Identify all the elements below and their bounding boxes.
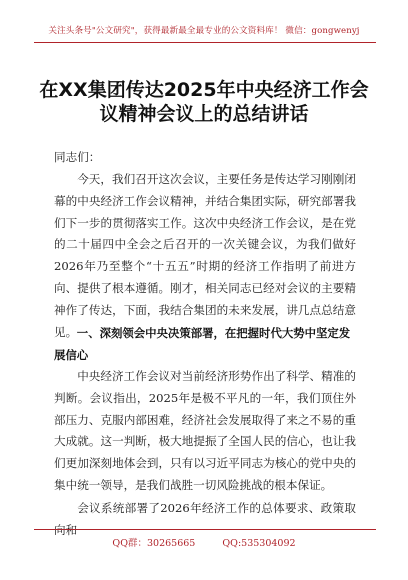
paragraph-1: 今天，我们召开这次会议，主要任务是传达学习刚刚闭幕的中央经济工作会议精神，并结合集团实际，研究部署我们下一步的贯彻落实工作。这次中央经济工作会议，是在党的二十届四中全会之后召开的一次关键会议，为我们做好2026年乃至整个“十五五”时期的经济工作指明了前进方向、提供了根本遵循。刚才，相关同志已经对会议的主要精神作了传达，下面，我结合集团的未来发展，讲几点总结意见。 (54, 172, 356, 339)
footer-qq-group: QQ群：30265665 (112, 538, 196, 549)
paragraph-3: 会议系统部署了2026年经济工作的总体要求、政策取向和 (54, 501, 356, 537)
header-divider (34, 42, 376, 43)
document-title: 在XX集团传达2025年中央经济工作会议精神会议上的总结讲话 (39, 79, 369, 125)
footer-divider (34, 529, 376, 530)
salutation: 同志们： (54, 150, 101, 164)
footer-banner (0, 535, 408, 549)
header-banner: 关注头条号"公文研究"，获得最新最全最专业的公文资料库！ 微信：gongwenyj (48, 26, 360, 36)
paragraph-2: 中央经济工作会议对当前经济形势作出了科学、精准的判断。会议指出，2025年是极不平凡的一年，我们顶住外部压力、克服内部困难，经济社会发展取得了来之不易的重大成就。这一判断，极大地提振了全国人民的信心，也让我们更加深刻地体会到，只有以习近平同志为核心的党中央的集中统一领导，是我们战胜一切风险挑战的根本保证。 (54, 369, 356, 492)
footer-qq: QQ:535304092 (222, 538, 296, 549)
section-heading-1: 一、深刻领会中央决策部署，在把握时代大势中坚定发展信心 (54, 326, 351, 362)
